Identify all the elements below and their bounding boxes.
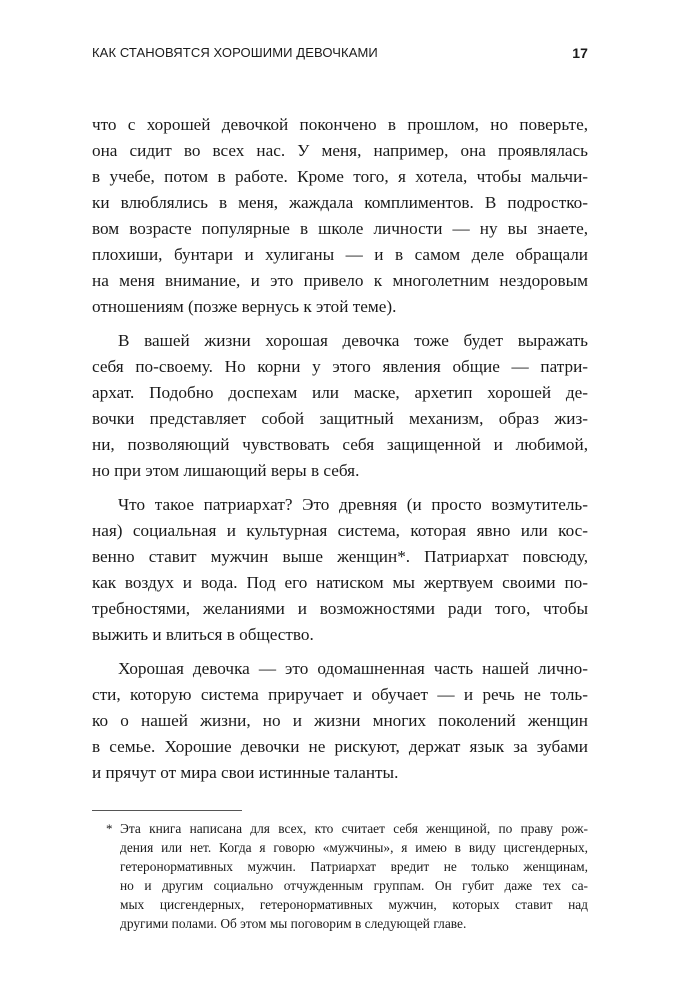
footnote-divider [92,810,242,811]
paragraph [92,328,588,484]
text-line: выжить и влиться в общество. [92,625,314,644]
text-line: в семье. Хорошие девочки не рискуют, держат язык за зубами [92,737,588,756]
text-line: требностями, желаниями и возможностями ради того, чтобы [92,599,588,618]
text-line: как воздух и вода. Под его натиском мы жертвуем своими по- [92,573,588,592]
text-line: архат. Подобно доспехам или маске, архетип хорошей де- [92,383,588,402]
text-line: ни, позволяющий чувствовать себя защищенной и любимой, [92,435,588,454]
text-line: но при этом лишающий веры в себя. [92,461,360,480]
footnote-line: гетеронормативных мужчин. Патриархат вредит не только женщинам, [120,859,588,874]
text-line: сти, которую система приручает и обучает — и речь не толь- [92,685,588,704]
footnote-line: Эта книга написана для всех, кто считает себя женщиной, по праву рож- [120,821,588,836]
footnote-line: другими полами. Об этом мы поговорим в следующей главе. [120,916,467,931]
running-title: КАК СТАНОВЯТСЯ ХОРОШИМИ ДЕВОЧКАМИ [92,45,378,60]
text-line: отношениям (позже вернусь к этой теме). [92,297,397,316]
text-line: вом возрасте популярные в школе личности — ну вы знаете, [92,219,588,238]
text-line: ко о нашей жизни, но и жизни многих поколений женщин [92,711,588,730]
text-line: ная) социальная и культурная система, которая явно или кос- [92,521,588,540]
text-line: что с хорошей девочкой покончено в прошлом, но поверьте, [92,115,588,134]
page-number: 17 [572,45,588,61]
text-line: и прячут от мира свои истинные таланты. [92,763,399,782]
body-text [92,112,588,794]
text-line: Что такое патриархат? Это древняя (и просто возмутитель- [118,495,588,514]
text-line: себя по-своему. Но корни у этого явления общие — патри- [92,357,588,376]
paragraph [92,492,588,648]
running-head [92,45,588,65]
paragraph [92,112,588,320]
text-line: на меня внимание, и это привело к многолетним нездоровым [92,271,588,290]
footnote [92,819,588,933]
footnote-line: дения или нет. Когда я говорю «мужчины», я имею в виду цисгендерных, [120,840,588,855]
text-line: она сидит во всех нас. У меня, например, она проявлялась [92,141,588,160]
text-line: плохиши, бунтари и хулиганы — и в самом деле обращали [92,245,588,264]
footnote-line: мых цисгендерных, гетеронормативных мужчин, которых ставит над [120,897,588,912]
footnote-marker: * [106,821,113,836]
text-line: вочки представляет собой защитный механизм, образ жиз- [92,409,588,428]
text-line: венно ставит мужчин выше женщин*. Патриархат повсюду, [92,547,588,566]
footnote-line: но и другим социально отчужденным группам. Он губит даже тех са- [120,878,588,893]
text-line: в учебе, потом в работе. Кроме того, я хотела, чтобы мальчи- [92,167,588,186]
text-line: Хорошая девочка — это одомашненная часть нашей лично- [118,659,588,678]
text-line: ки влюблялись в меня, жаждала комплиментов. В подростко- [92,193,588,212]
text-line: В вашей жизни хорошая девочка тоже будет выражать [118,331,588,350]
paragraph [92,656,588,786]
